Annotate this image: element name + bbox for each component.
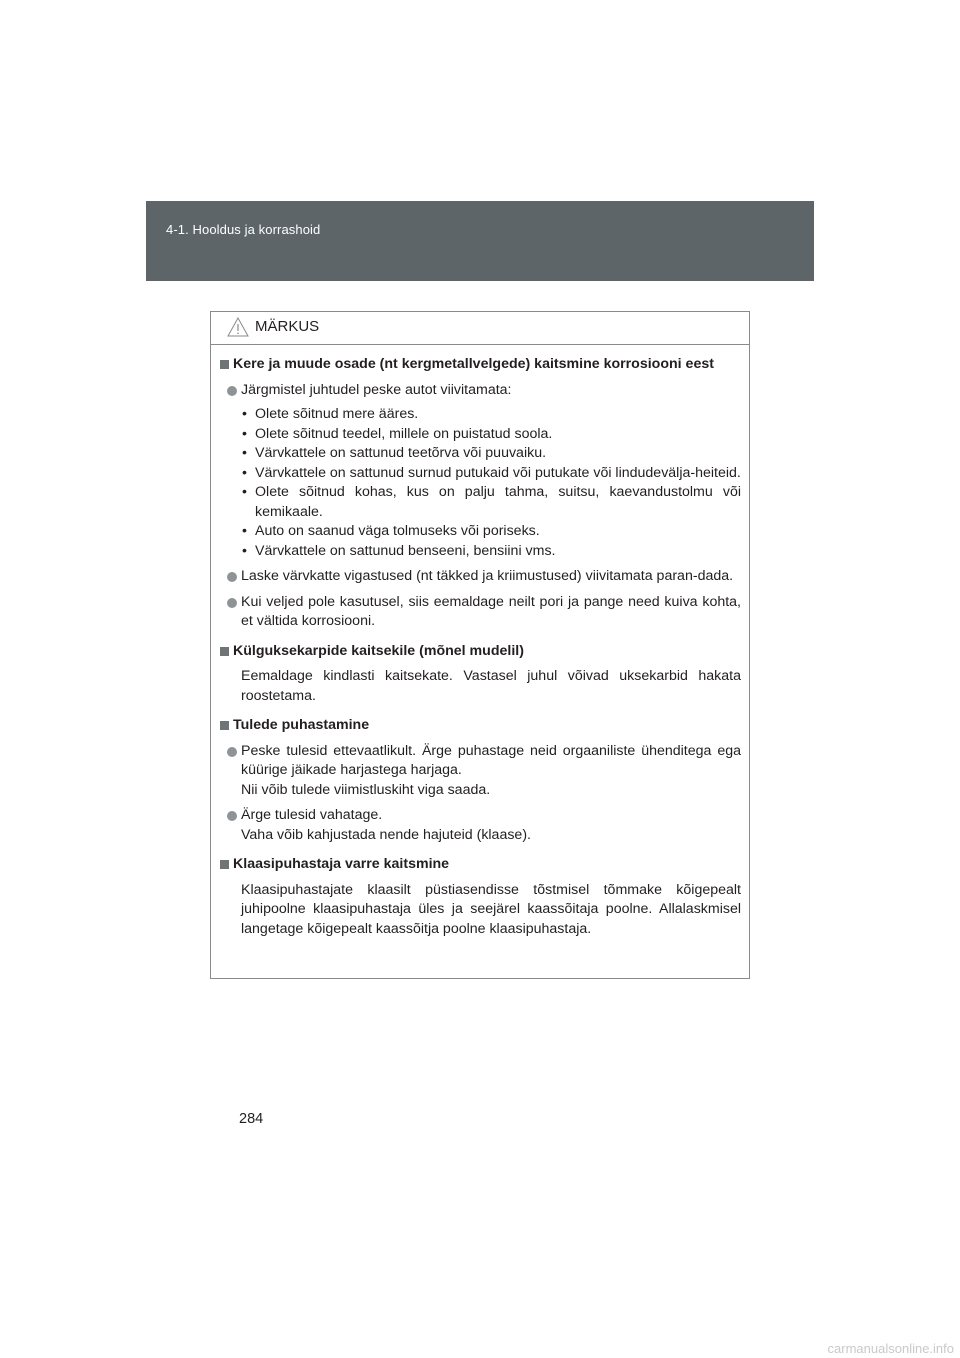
paragraph-wiper-arm: Klaasipuhastajate klaasilt püstiasendisse tõstmisel tõmmake kõigepealt juhipoolne klaasipuhastaja üles ja seejärel kaassõitaja poolne. Allalaskmisel langetage kõigepealt kaassõitja poolne klaasipuhastaja. xyxy=(241,881,741,937)
watermark: carmanualsonline.info xyxy=(827,1341,954,1356)
square-bullet-icon xyxy=(220,647,229,656)
round-bullet-icon xyxy=(227,747,237,757)
section-title-wiper-arm: Klaasipuhastaja varre kaitsmine xyxy=(219,855,741,875)
section-rocker-film xyxy=(219,642,741,707)
list-item: • Värvkattele on sattunud benseeni, bensiini vms. xyxy=(242,542,556,559)
section-title: 4-1. Hooldus ja korrashoid xyxy=(166,222,321,237)
section-title-rocker-film: Külguksekarpide kaitsekile (mõnel mudelil) xyxy=(219,642,741,662)
bullet-wash: Järgmistel juhtudel peske autot viivitamata: • Olete sõitnud mere ääres. • Olete sõitnud teedel, millele on puistatud soola. • Värvkattele on sattunud teetõrva või puuvaiku. • Värvkattele on sattunud surnud putukaid või putukate või lindudevälja-heiteid. • Olete sõitnud kohas, kus on palju tahma, suitsu, kaevandustolmu või kemikaale. • Auto on saanud väga tolmuseks või poriseks. • Värvkattele on sattunud benseeni, bensiini vms. xyxy=(219,381,741,562)
section-title-corrosion: Kere ja muude osade (nt kergmetallvelgede) kaitsmine korrosiooni eest xyxy=(219,355,741,375)
square-bullet-icon xyxy=(220,721,229,730)
round-bullet-icon xyxy=(227,598,237,608)
bullet-wash-lights: Peske tulesid ettevaatlikult. Ärge puhastage neid orgaaniliste ühenditega ega küürige jäikade harjastega harjaga. Nii võib tulede viimistluskiht viga saada. xyxy=(219,742,741,801)
list-item: • Olete sõitnud teedel, millele on puistatud soola. xyxy=(242,425,553,442)
square-bullet-icon xyxy=(220,360,229,369)
notice-header xyxy=(211,312,749,345)
section-lights xyxy=(219,716,741,845)
list-item: • Värvkattele on sattunud surnud putukaid või putukate või lindudevälja-heiteid. xyxy=(242,464,741,481)
chapter-header xyxy=(146,201,814,281)
list-item: • Auto on saanud väga tolmuseks või poriseks. xyxy=(242,523,540,539)
bullet-wheels: Kui veljed pole kasutusel, siis eemaldage neilt pori ja pange need kuiva kohta, et vältida korrosiooni. xyxy=(219,593,741,632)
section-wiper-arm xyxy=(219,855,741,939)
round-bullet-icon xyxy=(227,811,237,821)
round-bullet-icon xyxy=(227,572,237,582)
warning-triangle-icon xyxy=(227,317,249,337)
wash-conditions-list xyxy=(241,405,741,561)
section-corrosion xyxy=(219,355,741,632)
bullet-paint-damage: Laske värvkatte vigastused (nt täkked ja kriimustused) viivitamata paran-dada. xyxy=(219,567,741,587)
list-item: • Olete sõitnud kohas, kus on palju tahma, suitsu, kaevandustolmu või kemikaale. xyxy=(242,484,741,520)
list-item: • Värvkattele on sattunud teetõrva või puuvaiku. xyxy=(242,445,547,461)
bullet-no-wax: Ärge tulesid vahatage. Vaha võib kahjustada nende hajuteid (klaase). xyxy=(219,806,741,845)
notice-box xyxy=(210,311,750,979)
paragraph-rocker-film: Eemaldage kindlasti kaitsekate. Vastasel juhul võivad uksekarbid hakata roostetama. xyxy=(241,668,741,704)
square-bullet-icon xyxy=(220,860,229,869)
notice-title: MÄRKUS xyxy=(255,318,320,335)
list-item: • Olete sõitnud mere ääres. xyxy=(242,406,419,422)
round-bullet-icon xyxy=(227,386,237,396)
page-number: 284 xyxy=(239,1111,264,1127)
section-title-lights: Tulede puhastamine xyxy=(219,716,741,736)
notice-body xyxy=(211,345,749,939)
